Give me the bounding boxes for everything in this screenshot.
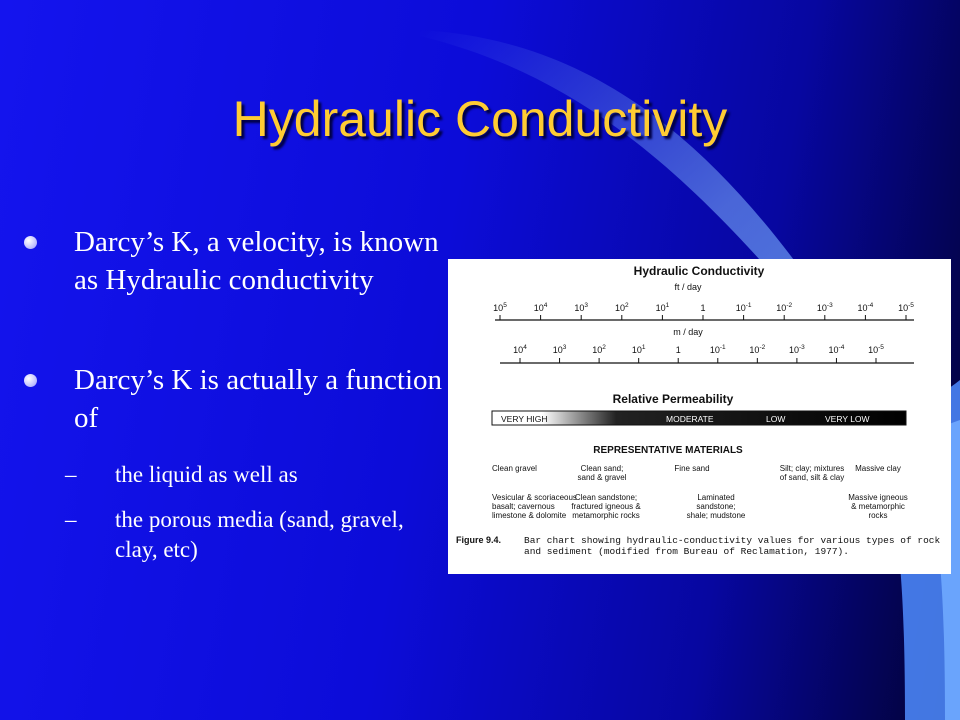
slide-title: Hydraulic Conductivity [232,91,728,147]
material-label: Massive clay [855,464,901,473]
sub-bullet-text: the porous media (sand, gravel, clay, etc) [115,507,404,562]
m-scale-tick-label: $10^1$ [631,344,646,355]
dash-icon: – [65,462,77,487]
m-scale-tick-label: $10^{-5}$ [868,344,884,355]
permeability-very-low: VERY LOW [825,414,870,424]
ft-per-day-label: ft / day [674,282,702,292]
bullet-item [74,361,444,437]
ft-scale-tick-label: $10^3$ [574,302,589,313]
bullet-text: Darcy’s K is actually a function of [74,364,443,434]
dash-icon: – [65,507,77,532]
hydraulic-conductivity-figure [448,259,951,574]
ft-scale-tick-label: $10^{-3}$ [816,302,833,313]
bullet-text: Darcy’s K, a velocity, is known as Hydraulic conductivity [74,226,439,296]
m-scale-tick-label: $10^{-1}$ [709,344,726,355]
materials-title: REPRESENTATIVE MATERIALS [593,445,743,456]
m-scale-tick-label: $10^{-3}$ [788,344,805,355]
figure-graphic [448,259,951,574]
m-scale-tick-label: $10^4$ [513,344,527,355]
m-scale-tick-label: $10^3$ [552,344,567,355]
sub-bullet-item [65,505,445,565]
m-scale-tick-label: $10^{-2}$ [749,344,766,355]
permeability-title: Relative Permeability [612,392,734,406]
material-label: Vesicular & scoriaceous basalt; cavernous limestone & dolomite [492,493,577,520]
material-label: Clean sand; sand & gravel [577,464,627,482]
sub-bullet-text: the liquid as well as [115,462,298,487]
material-label: Clean sandstone; fractured igneous & metamorphic rocks [571,493,641,520]
ft-scale-tick-label: $10^{-1}$ [735,302,752,313]
bullet-dot-icon [24,374,37,387]
material-label: Fine sand [674,464,710,473]
sub-bullet-item [65,460,445,490]
caption-label: Figure 9.4. [456,535,502,545]
bullet-dot-icon [24,236,37,249]
ft-scale-tick-label: $10^1$ [655,302,670,313]
ft-scale-tick-label: $10^{-4}$ [857,302,874,313]
ft-scale-tick-label: $10^2$ [614,302,629,313]
ft-scale-tick-label: $10^{-2}$ [776,302,793,313]
figure-caption-line: and sediment (modified from Bureau of Reclamation, 1977). [524,546,849,557]
figure-caption-line: Bar chart showing hydraulic-conductivity values for various types of rock [524,535,941,546]
material-label: Silt; clay; mixtures of sand, silt & clay [779,464,845,482]
ft-scale-tick-label: $10^4$ [533,302,548,313]
bullet-item [74,223,444,299]
ft-scale-tick-label: $10^5$ [493,302,507,313]
material-label: Massive igneous & metamorphic rocks [848,493,908,520]
ft-scale-tick-label: $10^{-5}$ [898,302,914,313]
ft-scale-tick-label: 1 [700,303,706,313]
m-scale-tick-label: $10^{-4}$ [828,344,845,355]
permeability-low: LOW [766,414,786,424]
figure-title: Hydraulic Conductivity [633,264,765,278]
permeability-very-high: VERY HIGH [501,414,548,424]
m-scale-tick-label: $10^2$ [592,344,606,355]
permeability-moderate: MODERATE [666,414,714,424]
material-label: Clean gravel [492,464,537,473]
m-scale-tick-label: 1 [675,345,681,355]
material-label: Laminated sandstone; shale; mudstone [686,493,746,520]
m-per-day-label: m / day [673,327,703,337]
